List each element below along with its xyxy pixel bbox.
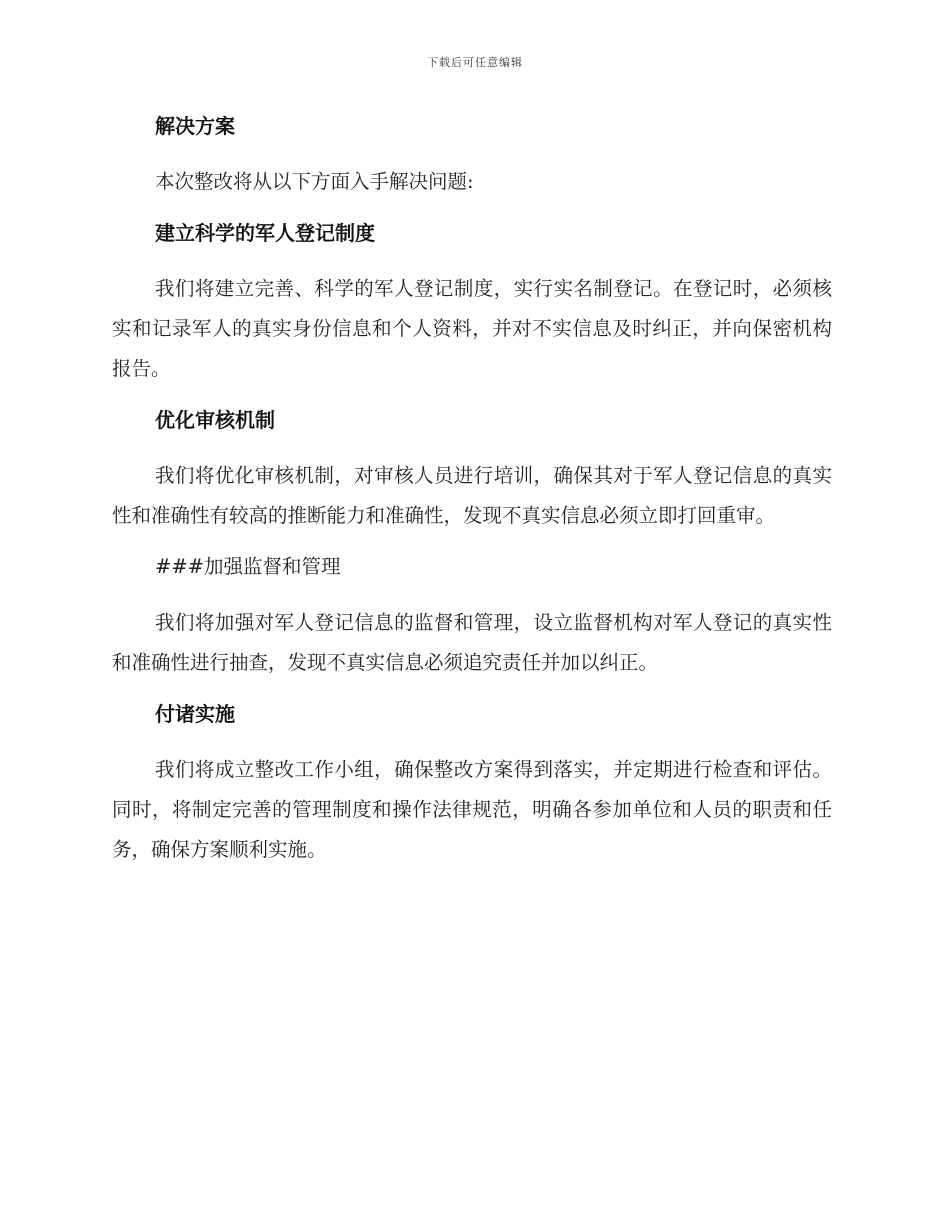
section-heading-review: 优化审核机制 (155, 408, 275, 432)
implementation-paragraph: 我们将成立整改工作小组，确保整改方案得到落实，并定期进行检查和评估。同时，将制定完善的管理制度和操作法律规范，明确各参加单位和人员的职责和任务，确保方案顺利实施。 (112, 758, 832, 861)
section-heading-implementation: 付诸实施 (155, 702, 235, 726)
header-note: 下载后可任意编辑 (427, 56, 523, 69)
registration-paragraph: 我们将建立完善、科学的军人登记制度，实行实名制登记。在登记时，必须核实和记录军人的真实身份信息和个人资料，并对不实信息及时纠正，并向保密机构报告。 (112, 277, 832, 380)
document-body (112, 108, 832, 883)
section-heading-solution: 解决方案 (155, 114, 235, 138)
section-heading-registration: 建立科学的军人登记制度 (155, 221, 375, 245)
intro-paragraph: 本次整改将从以下方面入手解决问题: (155, 170, 474, 193)
review-paragraph: 我们将优化审核机制，对审核人员进行培训，确保其对于军人登记信息的真实性和准确性有较高的推断能力和准确性，发现不真实信息必须立即打回重审。 (112, 464, 832, 527)
supervision-paragraph: 我们将加强对军人登记信息的监督和管理，设立监督机构对军人登记的真实性和准确性进行抽查，发现不真实信息必须追究责任并加以纠正。 (112, 611, 832, 674)
section-heading-supervision: ###加强监督和管理 (155, 555, 341, 578)
